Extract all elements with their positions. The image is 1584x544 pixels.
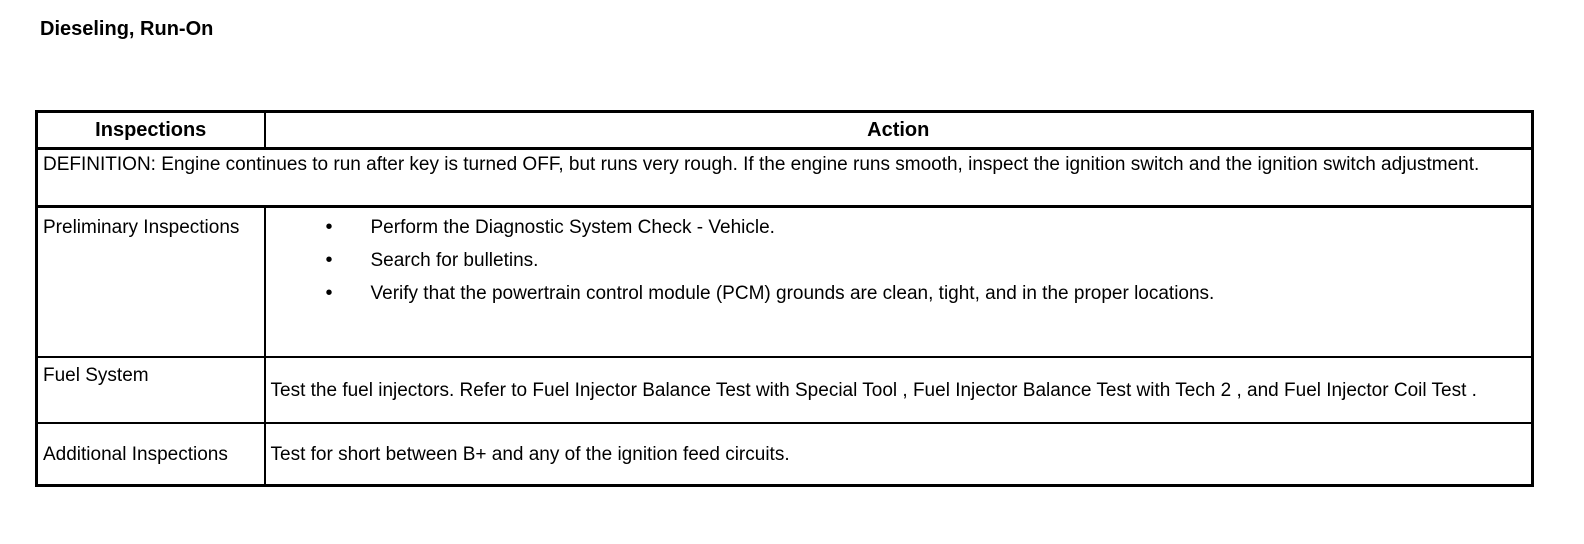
inspection-cell: Preliminary Inspections	[37, 207, 265, 358]
action-cell: Test the fuel injectors. Refer to Fuel Injector Balance Test with Special Tool , Fuel Injector Balance Test with Tech 2 , and Fuel Injector Coil Test .	[265, 357, 1533, 423]
header-action: Action	[265, 112, 1533, 149]
definition-row	[37, 149, 1533, 207]
table-row	[37, 207, 1533, 358]
inspection-cell: Fuel System	[37, 357, 265, 423]
table-header-row	[37, 112, 1533, 149]
document-title: Dieseling, Run-On	[40, 18, 214, 40]
table-row	[37, 423, 1533, 486]
header-inspections: Inspections	[37, 112, 265, 149]
action-cell	[265, 207, 1533, 358]
bullet-item: • Search for bulletins.	[371, 249, 1527, 272]
table-row	[37, 357, 1533, 423]
inspection-cell: Additional Inspections	[37, 423, 265, 486]
definition-text: DEFINITION: Engine continues to run after key is turned OFF, but runs very rough. If the engine runs smooth, inspect the ignition switch and the ignition switch adjustment.	[37, 149, 1533, 207]
action-bullet-list	[271, 216, 1527, 305]
bullet-item: • Verify that the powertrain control module (PCM) grounds are clean, tight, and in the proper locations.	[371, 282, 1527, 305]
bullet-item: • Perform the Diagnostic System Check - Vehicle.	[371, 216, 1527, 239]
action-cell: Test for short between B+ and any of the ignition feed circuits.	[265, 423, 1533, 486]
diagnostic-table	[35, 110, 1534, 487]
